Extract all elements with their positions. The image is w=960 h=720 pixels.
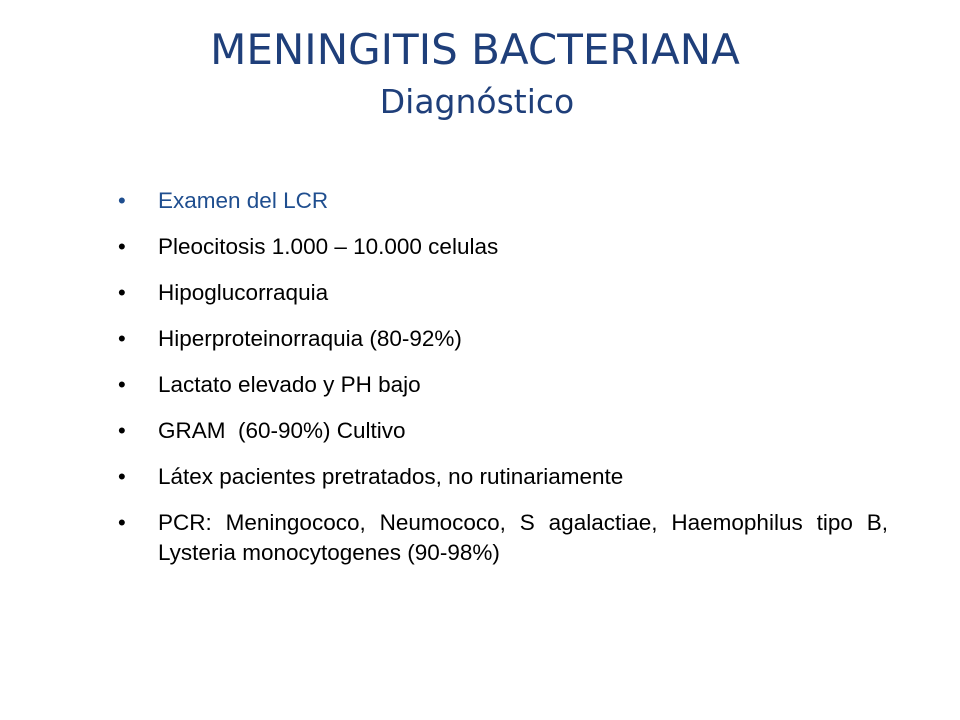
bullet-item (118, 278, 888, 308)
bullet-item (118, 508, 888, 568)
bullet-text: Lactato elevado y PH bajo (158, 372, 421, 397)
slide-subtitle: Diagnóstico (379, 82, 575, 121)
bullet-text: Pleocitosis 1.000 – 10.000 celulas (158, 234, 499, 259)
bullet-icon: • (118, 188, 126, 213)
bullet-text: Hipoglucorraquia (158, 280, 329, 305)
bullet-icon: • (118, 326, 126, 351)
title-block (0, 24, 960, 124)
bullet-icon: • (118, 372, 126, 397)
bullet-text: Examen del LCR (158, 188, 329, 213)
bullet-icon: • (118, 418, 126, 443)
bullet-icon: • (118, 464, 126, 489)
bullet-text: Hiperproteinorraquia (80-92%) (158, 326, 462, 351)
bullet-text: PCR: Meningococo, Neumococo, S agalactiae, Haemophilus tipo B, Lysteria monocytogenes (90-98%) (158, 510, 888, 565)
bullet-icon: • (118, 510, 126, 535)
bullet-item (118, 462, 888, 492)
bullet-icon: • (118, 234, 126, 259)
bullet-text: Látex pacientes pretratados, no rutinariamente (158, 464, 624, 489)
bullet-text: GRAM (60-90%) Cultivo (158, 418, 406, 443)
bullet-item (118, 186, 888, 216)
bullet-item (118, 324, 888, 354)
bullet-list (118, 186, 888, 584)
bullet-icon: • (118, 280, 126, 305)
bullet-item (118, 370, 888, 400)
bullet-item (118, 416, 888, 446)
slide-title: MENINGITIS BACTERIANA (210, 25, 740, 74)
bullet-item (118, 232, 888, 262)
